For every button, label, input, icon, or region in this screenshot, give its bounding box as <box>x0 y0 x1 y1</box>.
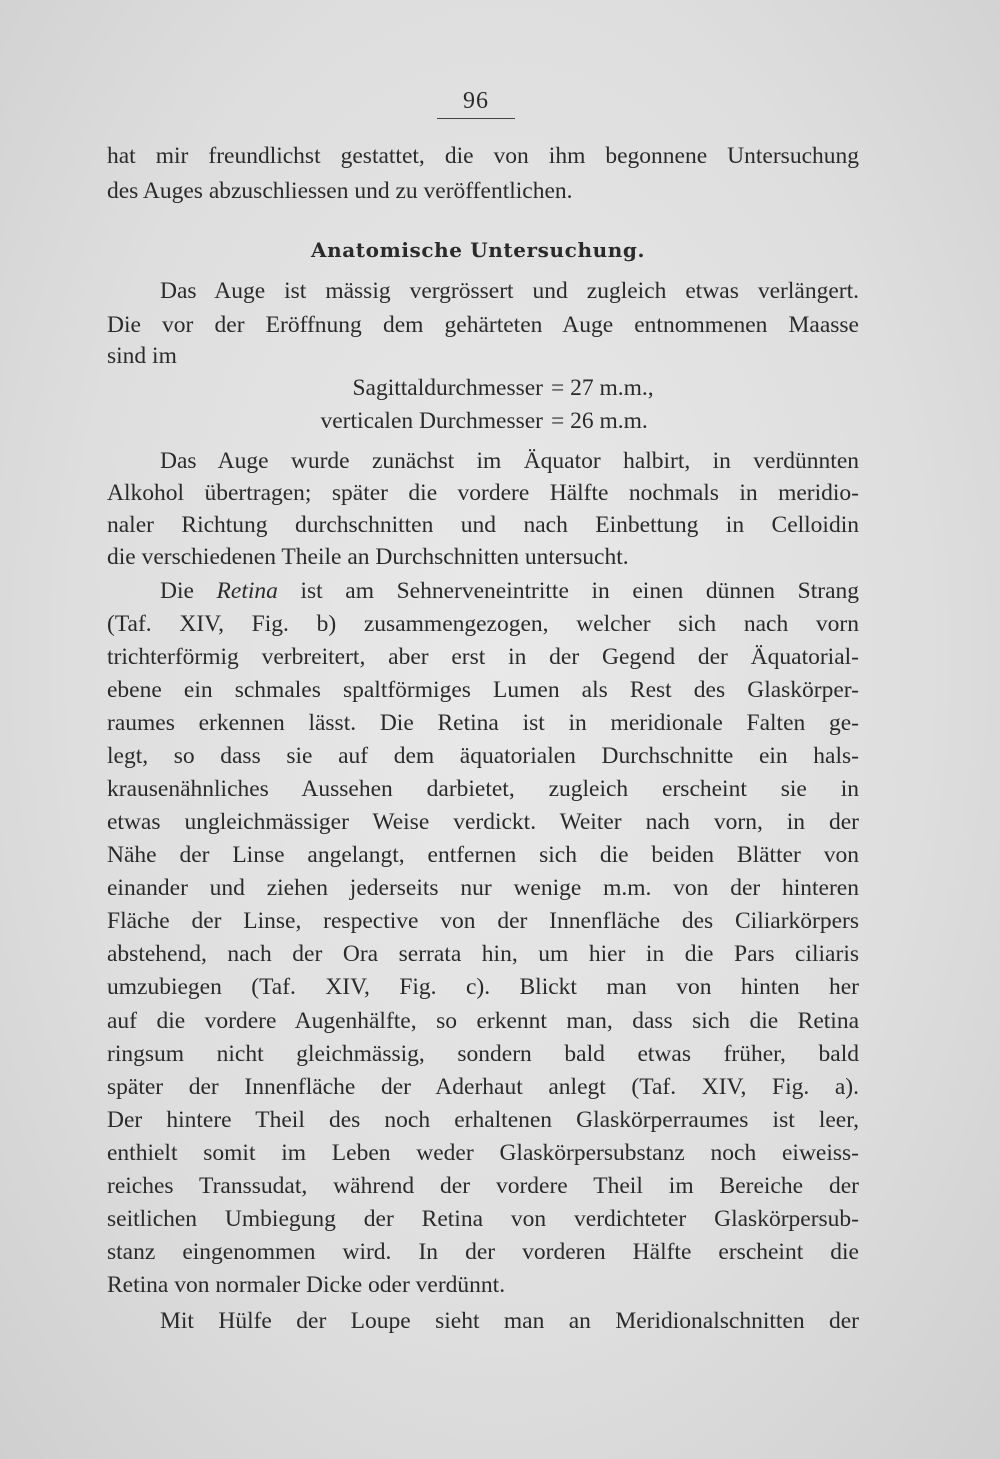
measurement-value-1: = 27 m.m., <box>551 375 654 401</box>
para2-line-4: die verschiedenen Theile an Durchschnitten untersucht. <box>107 544 629 570</box>
para3-line: raumes erkennen lässt. Die Retina ist in meridionale Falten ge- <box>107 710 859 736</box>
para1-line-3: sind im <box>107 343 177 369</box>
scanned-page: 96 hat mir freundlichst gestattet, die von ihm begonnene Untersuchung des Auges abzuschliessen und zu veröffentlichen. Anatomische Untersuchung. Das Auge ist mässig vergrössert und zugleich etwas verlängert. Die vor der Eröffnung dem gehärteten Auge entnommenen Maasse sind im Sagittaldurchmesser = 27 m.m., verticalen Durchmesser = 26 m.m. Das Auge wurde zunächst im Äquator halbirt, in verdünnten Alkohol übertragen; später die vordere Hälfte nochmals in meridio- naler Richtung durchschnitten und nach Einbettung in Celloidin die verschiedenen Theile an Durchschnitten untersucht. Die Retina ist am Sehnerveneintritte in einen dünnen Strang (Taf. XIV, Fig. b) zusammengezogen, welcher sich nach vorn trichterförmig verbreitert, aber erst in der Gegend der Äquatorial- ebene ein schmales spaltförmiges Lumen als Rest des Glaskörper- raumes erkennen lässt. Die Retina ist in meridionale Falten ge- legt, so dass sie auf dem äquatorialen Durchschnitte ein hals- krausenähnliches Aussehen darbietet, zugleich erscheint sie in etwas ungleichmässiger Weise verdickt. Weiter nach vorn, in der Nähe der Linse angelangt, entfernen sich die beiden Blätter von einander und ziehen jederseits nur wenige m.m. von der hinteren Fläche der Linse, respective von der Innenfläche des Ciliarkörpers abstehend, nach der Ora serrata hin, um hier in die Pars ciliaris umzubiegen (Taf. XIV, Fig. c). Blickt man von hinten her auf die vordere Augenhälfte, so erkennt man, dass sich die Retina ringsum nicht gleichmässig, sondern bald etwas früher, bald später der Innenfläche der Aderhaut anlegt (Taf. XIV, Fig. a). Der hintere Theil des noch erhaltenen Glaskörperraumes ist leer, enthielt somit im Leben weder Glaskörpersubstanz noch eiweiss- reiches Transsudat, während der vordere Theil im Bereiche der seitlichen Umbiegung der Retina von verdichteter Glaskörpersub- stanz eingenommen wird. In der vorderen Hälfte erscheint die Retina von normaler Dicke oder verdünnt. Mit Hülfe der Loupe sieht man an Meridionalschnitten der <box>0 0 1000 1459</box>
para3-line-1-pre: Die <box>160 578 217 604</box>
para2-line-3: naler Richtung durchschnitten und nach Einbettung in Celloidin <box>107 512 859 538</box>
para3-line: enthielt somit im Leben weder Glaskörpersubstanz noch eiweiss- <box>107 1140 859 1166</box>
page-number: 96 <box>463 88 489 114</box>
section-heading: Anatomische Untersuchung. <box>310 238 646 262</box>
para3-line: Der hintere Theil des noch erhaltenen Glaskörperraumes ist leer, <box>107 1107 859 1133</box>
para3-line: einander und ziehen jederseits nur wenige m.m. von der hinteren <box>107 875 859 901</box>
para3-line: stanz eingenommen wird. In der vorderen Hälfte erscheint die <box>107 1239 859 1265</box>
intro-line-1: hat mir freundlichst gestattet, die von ihm begonnene Untersuchung <box>107 143 859 169</box>
para3-line: abstehend, nach der Ora serrata hin, um hier in die Pars ciliaris <box>107 941 859 967</box>
retina-term: Retina <box>216 578 278 604</box>
para3-line: Retina von normaler Dicke oder verdünnt. <box>107 1272 506 1298</box>
para3-line: legt, so dass sie auf dem äquatorialen Durchschnitte ein hals- <box>107 743 859 769</box>
para3-line: ebene ein schmales spaltförmiges Lumen als Rest des Glaskörper- <box>107 677 859 703</box>
measurement-value-2: = 26 m.m. <box>551 408 648 434</box>
para4-line-1: Mit Hülfe der Loupe sieht man an Meridionalschnitten der <box>160 1308 859 1334</box>
para3-line: (Taf. XIV, Fig. b) zusammengezogen, welcher sich nach vorn <box>107 611 859 637</box>
intro-line-2: des Auges abzuschliessen und zu veröffentlichen. <box>107 178 573 204</box>
para3-line: seitlichen Umbiegung der Retina von verdichteter Glaskörpersub- <box>107 1206 859 1232</box>
para3-line: auf die vordere Augenhälfte, so erkennt man, dass sich die Retina <box>107 1008 859 1034</box>
para2-line-2: Alkohol übertragen; später die vordere Hälfte nochmals in meridio- <box>107 480 859 506</box>
para3-line: ringsum nicht gleichmässig, sondern bald etwas früher, bald <box>107 1041 859 1067</box>
para3-line: umzubiegen (Taf. XIV, Fig. c). Blickt man von hinten her <box>107 974 859 1000</box>
para3-line-1 <box>160 576 859 606</box>
para3-line: später der Innenfläche der Aderhaut anlegt (Taf. XIV, Fig. a). <box>107 1074 859 1100</box>
para3-line-1-post: ist am Sehnerveneintritte in einen dünnen Strang <box>277 578 859 604</box>
para3-line: krausenähnliches Aussehen darbietet, zugleich erscheint sie in <box>107 776 859 802</box>
para1-line-2: Die vor der Eröffnung dem gehärteten Auge entnommenen Maasse <box>107 312 859 338</box>
para3-line: Nähe der Linse angelangt, entfernen sich die beiden Blätter von <box>107 842 859 868</box>
para3-line: trichterförmig verbreitert, aber erst in der Gegend der Äquatorial- <box>107 644 859 670</box>
para2-line-1: Das Auge wurde zunächst im Äquator halbirt, in verdünnten <box>160 448 859 474</box>
page-number-rule <box>437 118 515 119</box>
para3-line: etwas ungleichmässiger Weise verdickt. Weiter nach vorn, in der <box>107 809 859 835</box>
para1-line-1: Das Auge ist mässig vergrössert und zugleich etwas verlängert. <box>160 278 859 304</box>
para3-line: Fläche der Linse, respective von der Innenfläche des Ciliarkörpers <box>107 908 859 934</box>
para3-line: reiches Transsudat, während der vordere Theil im Bereiche der <box>107 1173 859 1199</box>
